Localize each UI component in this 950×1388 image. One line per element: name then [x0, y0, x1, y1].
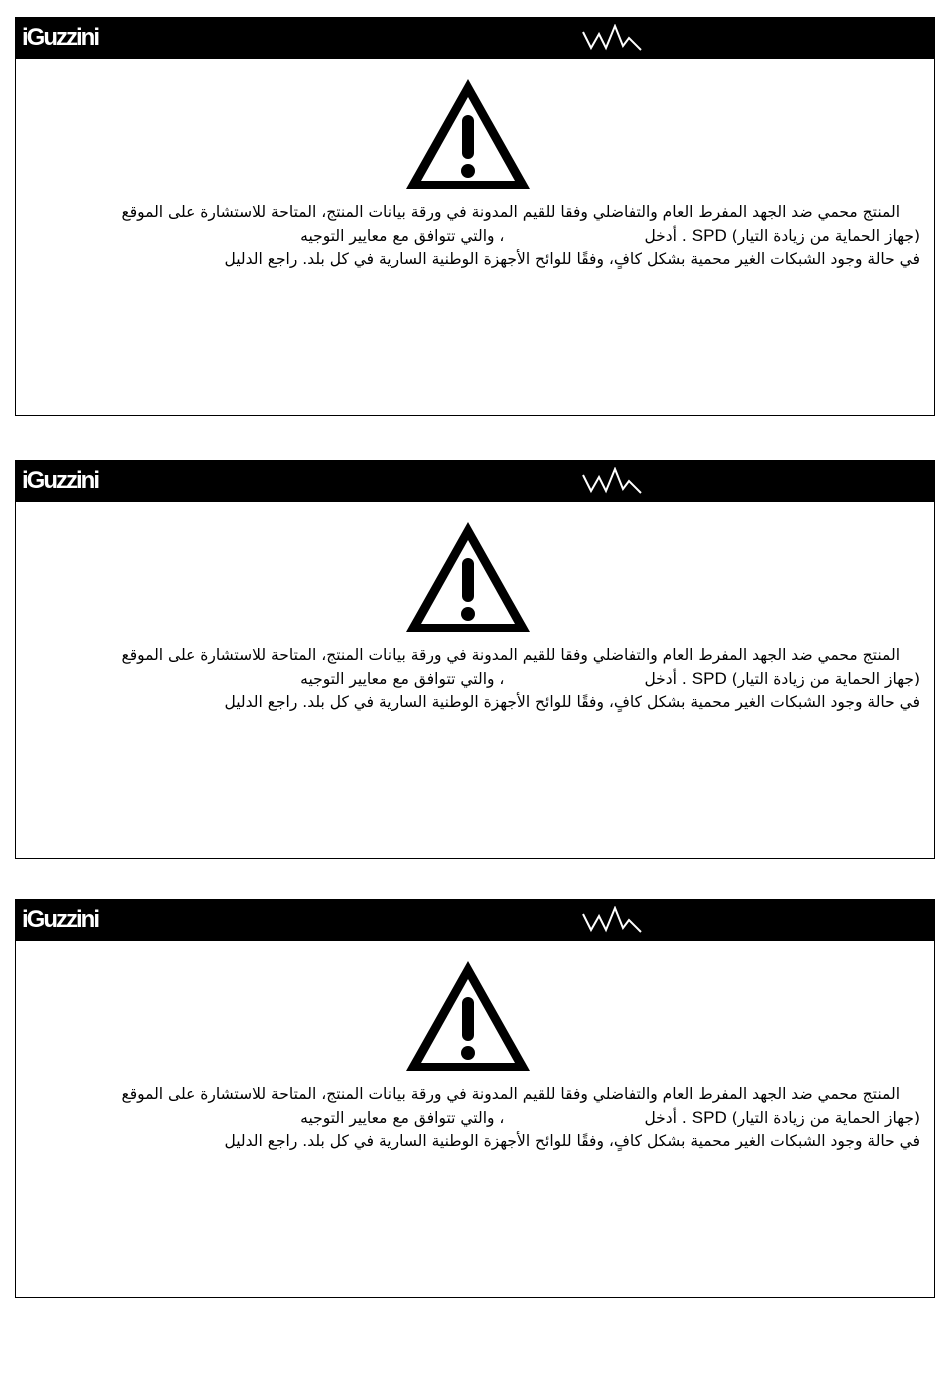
notice-line-1: المنتج محمي ضد الجهد المفرط العام والتفاضلي وفقا للقيم المدونة في ورقة بيانات المنتج، المتاحة للاستشارة على الموقع	[121, 646, 900, 664]
notice-panel-1	[15, 17, 935, 416]
notice-line-1: المنتج محمي ضد الجهد المفرط العام والتفاضلي وفقا للقيم المدونة في ورقة بيانات المنتج، المتاحة للاستشارة على الموقع	[121, 203, 900, 221]
notice-line-2: (جهاز الحماية من زيادة التيار) SPD . أدخل، والتي تتوافق مع معايير التوجيه	[300, 1108, 920, 1127]
notice-text	[46, 1083, 920, 1153]
panel-header	[16, 900, 934, 941]
brand-logo: iGuzzini	[22, 24, 98, 51]
panel-header	[16, 18, 934, 59]
warning-triangle-icon	[402, 518, 534, 636]
warning-triangle-icon	[402, 75, 534, 193]
brand-logo: iGuzzini	[22, 467, 98, 494]
notice-panel-2	[15, 460, 935, 859]
notice-line-3: في حالة وجود الشبكات الغير محمية بشكل كافٍ، وفقًا للوائح الأجهزة الوطنية السارية في كل بلد. راجع الدليل	[224, 693, 920, 711]
surge-wave-icon	[581, 906, 645, 934]
notice-line-2: (جهاز الحماية من زيادة التيار) SPD . أدخل، والتي تتوافق مع معايير التوجيه	[300, 226, 920, 245]
notice-line-3: في حالة وجود الشبكات الغير محمية بشكل كافٍ، وفقًا للوائح الأجهزة الوطنية السارية في كل بلد. راجع الدليل	[224, 250, 920, 268]
notice-line-3: في حالة وجود الشبكات الغير محمية بشكل كافٍ، وفقًا للوائح الأجهزة الوطنية السارية في كل بلد. راجع الدليل	[224, 1132, 920, 1150]
notice-panel-3	[15, 899, 935, 1298]
panel-header	[16, 461, 934, 502]
notice-text	[46, 644, 920, 714]
notice-line-1: المنتج محمي ضد الجهد المفرط العام والتفاضلي وفقا للقيم المدونة في ورقة بيانات المنتج، المتاحة للاستشارة على الموقع	[121, 1085, 900, 1103]
warning-triangle-icon	[402, 957, 534, 1075]
surge-wave-icon	[581, 24, 645, 52]
brand-logo: iGuzzini	[22, 906, 98, 933]
surge-wave-icon	[581, 467, 645, 495]
notice-line-2: (جهاز الحماية من زيادة التيار) SPD . أدخل، والتي تتوافق مع معايير التوجيه	[300, 669, 920, 688]
notice-text	[46, 201, 920, 271]
